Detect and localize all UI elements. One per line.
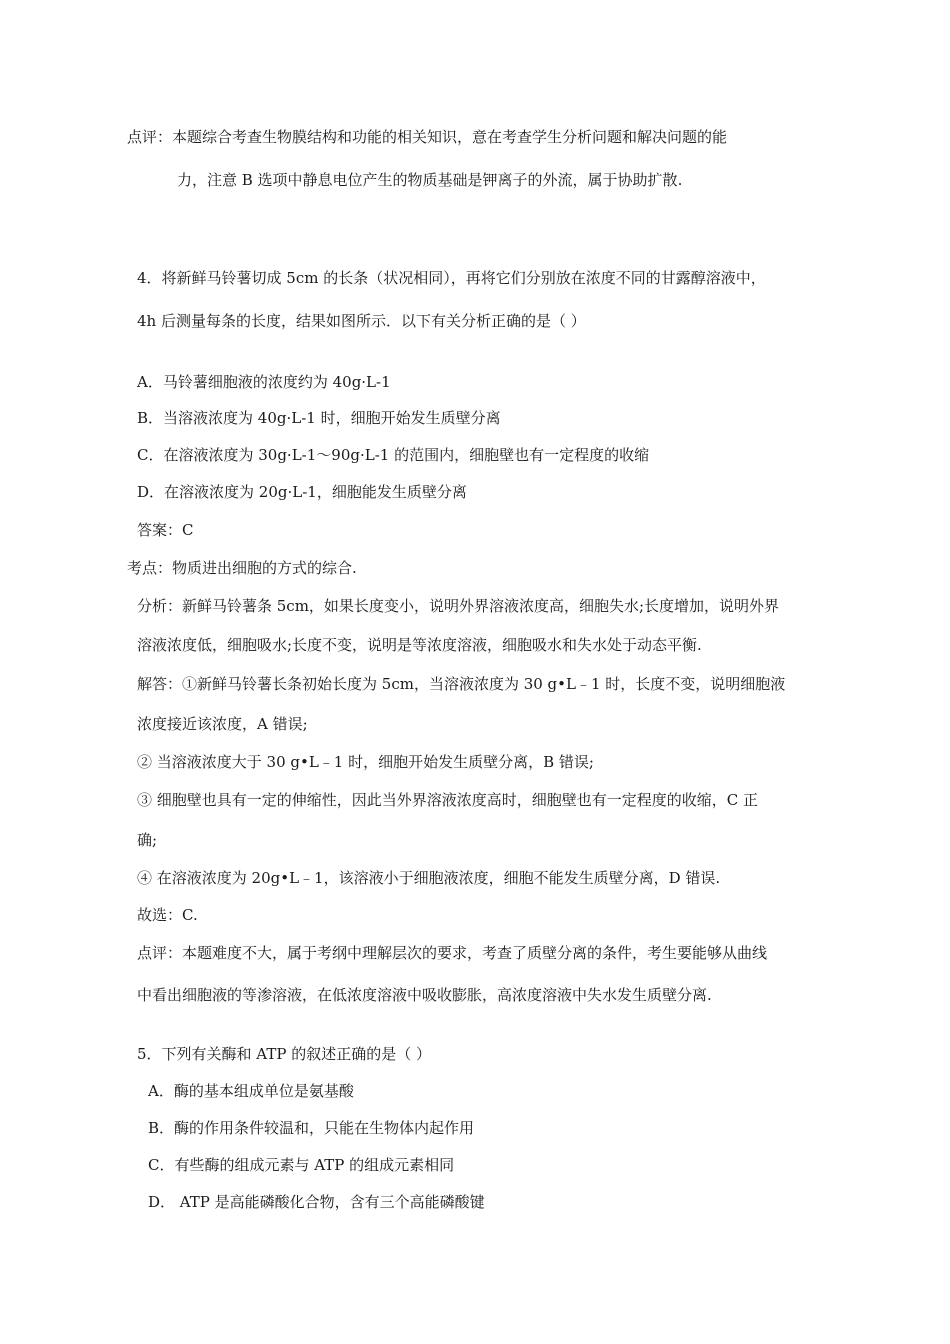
q4-solution-line-4: ③ 细胞壁也具有一定的伸缩性，因此当外界溶液浓度高时，细胞壁也有一定程度的收缩，C 正 [137,791,759,809]
q5-option-d: D． ATP 是高能磷酸化合物，含有三个高能磷酸键 [148,1193,485,1211]
q4-review-line-2: 中看出细胞液的等渗溶液，在低浓度溶液中吸收膨胀，高浓度溶液中失水发生质壁分离. [137,986,712,1004]
review-prev-line-1: 点评：本题综合考查生物膜结构和功能的相关知识，意在考查学生分析问题和解决问题的能 [127,128,728,146]
q4-solution-line-3: ② 当溶液浓度大于 30 g•L﹣1 时，细胞开始发生质壁分离，B 错误; [137,753,594,771]
q4-solution-line-1: 解答：①新鲜马铃薯长条初始长度为 5cm，当溶液浓度为 30 g•L﹣1 时，长度不变，说明细胞液 [137,675,786,693]
q4-solution-line-6: ④ 在溶液浓度为 20g•L﹣1，该溶液小于细胞液浓度，细胞不能发生质壁分离，D 错误. [137,869,721,887]
q4-kaodian: 考点：物质进出细胞的方式的综合. [127,559,357,577]
q4-option-b: B．当溶液浓度为 40g·L-1 时，细胞开始发生质壁分离 [137,409,501,427]
q5-stem: 5．下列有关酶和 ATP 的叙述正确的是（ ） [137,1045,431,1063]
q4-option-d: D．在溶液浓度为 20g·L-1，细胞能发生质壁分离 [137,483,467,501]
q4-solution-line-5: 确; [137,831,158,849]
q5-option-c: C．有些酶的组成元素与 ATP 的组成元素相同 [148,1156,455,1174]
q4-option-c: C．在溶液浓度为 30g·L-1～90g·L-1 的范围内，细胞壁也有一定程度的收缩 [137,446,650,464]
q5-option-b: B．酶的作用条件较温和，只能在生物体内起作用 [148,1119,475,1137]
review-prev-line-2: 力，注意 B 选项中静息电位产生的物质基础是钾离子的外流，属于协助扩散. [177,171,683,189]
q4-stem-line-2: 4h 后测量每条的长度，结果如图所示．以下有关分析正确的是（ ） [137,312,586,330]
q4-review-line-1: 点评：本题难度不大，属于考纲中理解层次的要求，考查了质壁分离的条件，考生要能够从曲线 [137,944,768,962]
q4-solution-line-2: 浓度接近该浓度，A 错误; [137,715,308,733]
q4-option-a: A．马铃薯细胞液的浓度约为 40g·L-1 [137,373,391,391]
q4-analysis-line-1: 分析：新鲜马铃薯条 5cm，如果长度变小，说明外界溶液浓度高，细胞失水;长度增加，说明外界 [137,597,779,615]
q4-answer: 答案：C [137,521,194,539]
q5-option-a: A．酶的基本组成单位是氨基酸 [148,1082,354,1100]
q4-choice: 故选：C. [137,906,198,924]
q4-analysis-line-2: 溶液浓度低，细胞吸水;长度不变，说明是等浓度溶液，细胞吸水和失水处于动态平衡. [137,636,702,654]
q4-stem-line-1: 4．将新鲜马铃薯切成 5cm 的长条（状况相同），再将它们分别放在浓度不同的甘露醇溶液中， [137,269,766,287]
